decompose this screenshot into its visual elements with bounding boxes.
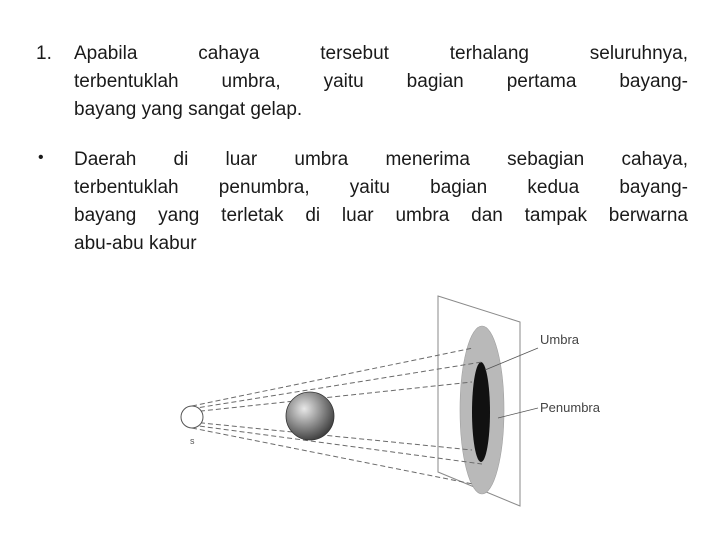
list-item-penumbra [36,146,688,258]
umbra-region [472,362,490,462]
paragraph-line: Daerah di luar umbra menerima sebagian cahaya, [74,149,688,170]
ray-line [192,348,473,406]
penumbra-paragraph [74,146,688,258]
list-number: 1. [36,43,52,64]
paragraph-line: bayang yang terletak di luar umbra dan tampak berwarna [74,205,688,226]
penumbra-label: Penumbra [540,400,600,415]
shadow-diagram [170,292,610,532]
shadow-diagram-svg [170,292,610,532]
ray-line [192,428,473,484]
ray-line [184,424,482,464]
paragraph-line: bayang yang sangat gelap. [74,99,303,120]
opaque-sphere [286,392,334,440]
paragraph-line: abu-abu kabur [74,233,197,254]
content-list [36,40,688,280]
bullet-marker: • [38,149,44,166]
light-source [181,406,203,428]
ray-line [184,362,482,410]
paragraph-line: terbentuklah umbra, yaitu bagian pertama bayang- [74,71,688,92]
list-item-umbra [36,40,688,124]
paragraph-line: terbentuklah penumbra, yaitu bagian kedua bayang- [74,177,688,198]
source-label: s [190,436,195,446]
paragraph-line: Apabila cahaya tersebut terhalang seluruhnya, [74,43,688,64]
umbra-label: Umbra [540,332,580,347]
umbra-paragraph [74,40,688,124]
